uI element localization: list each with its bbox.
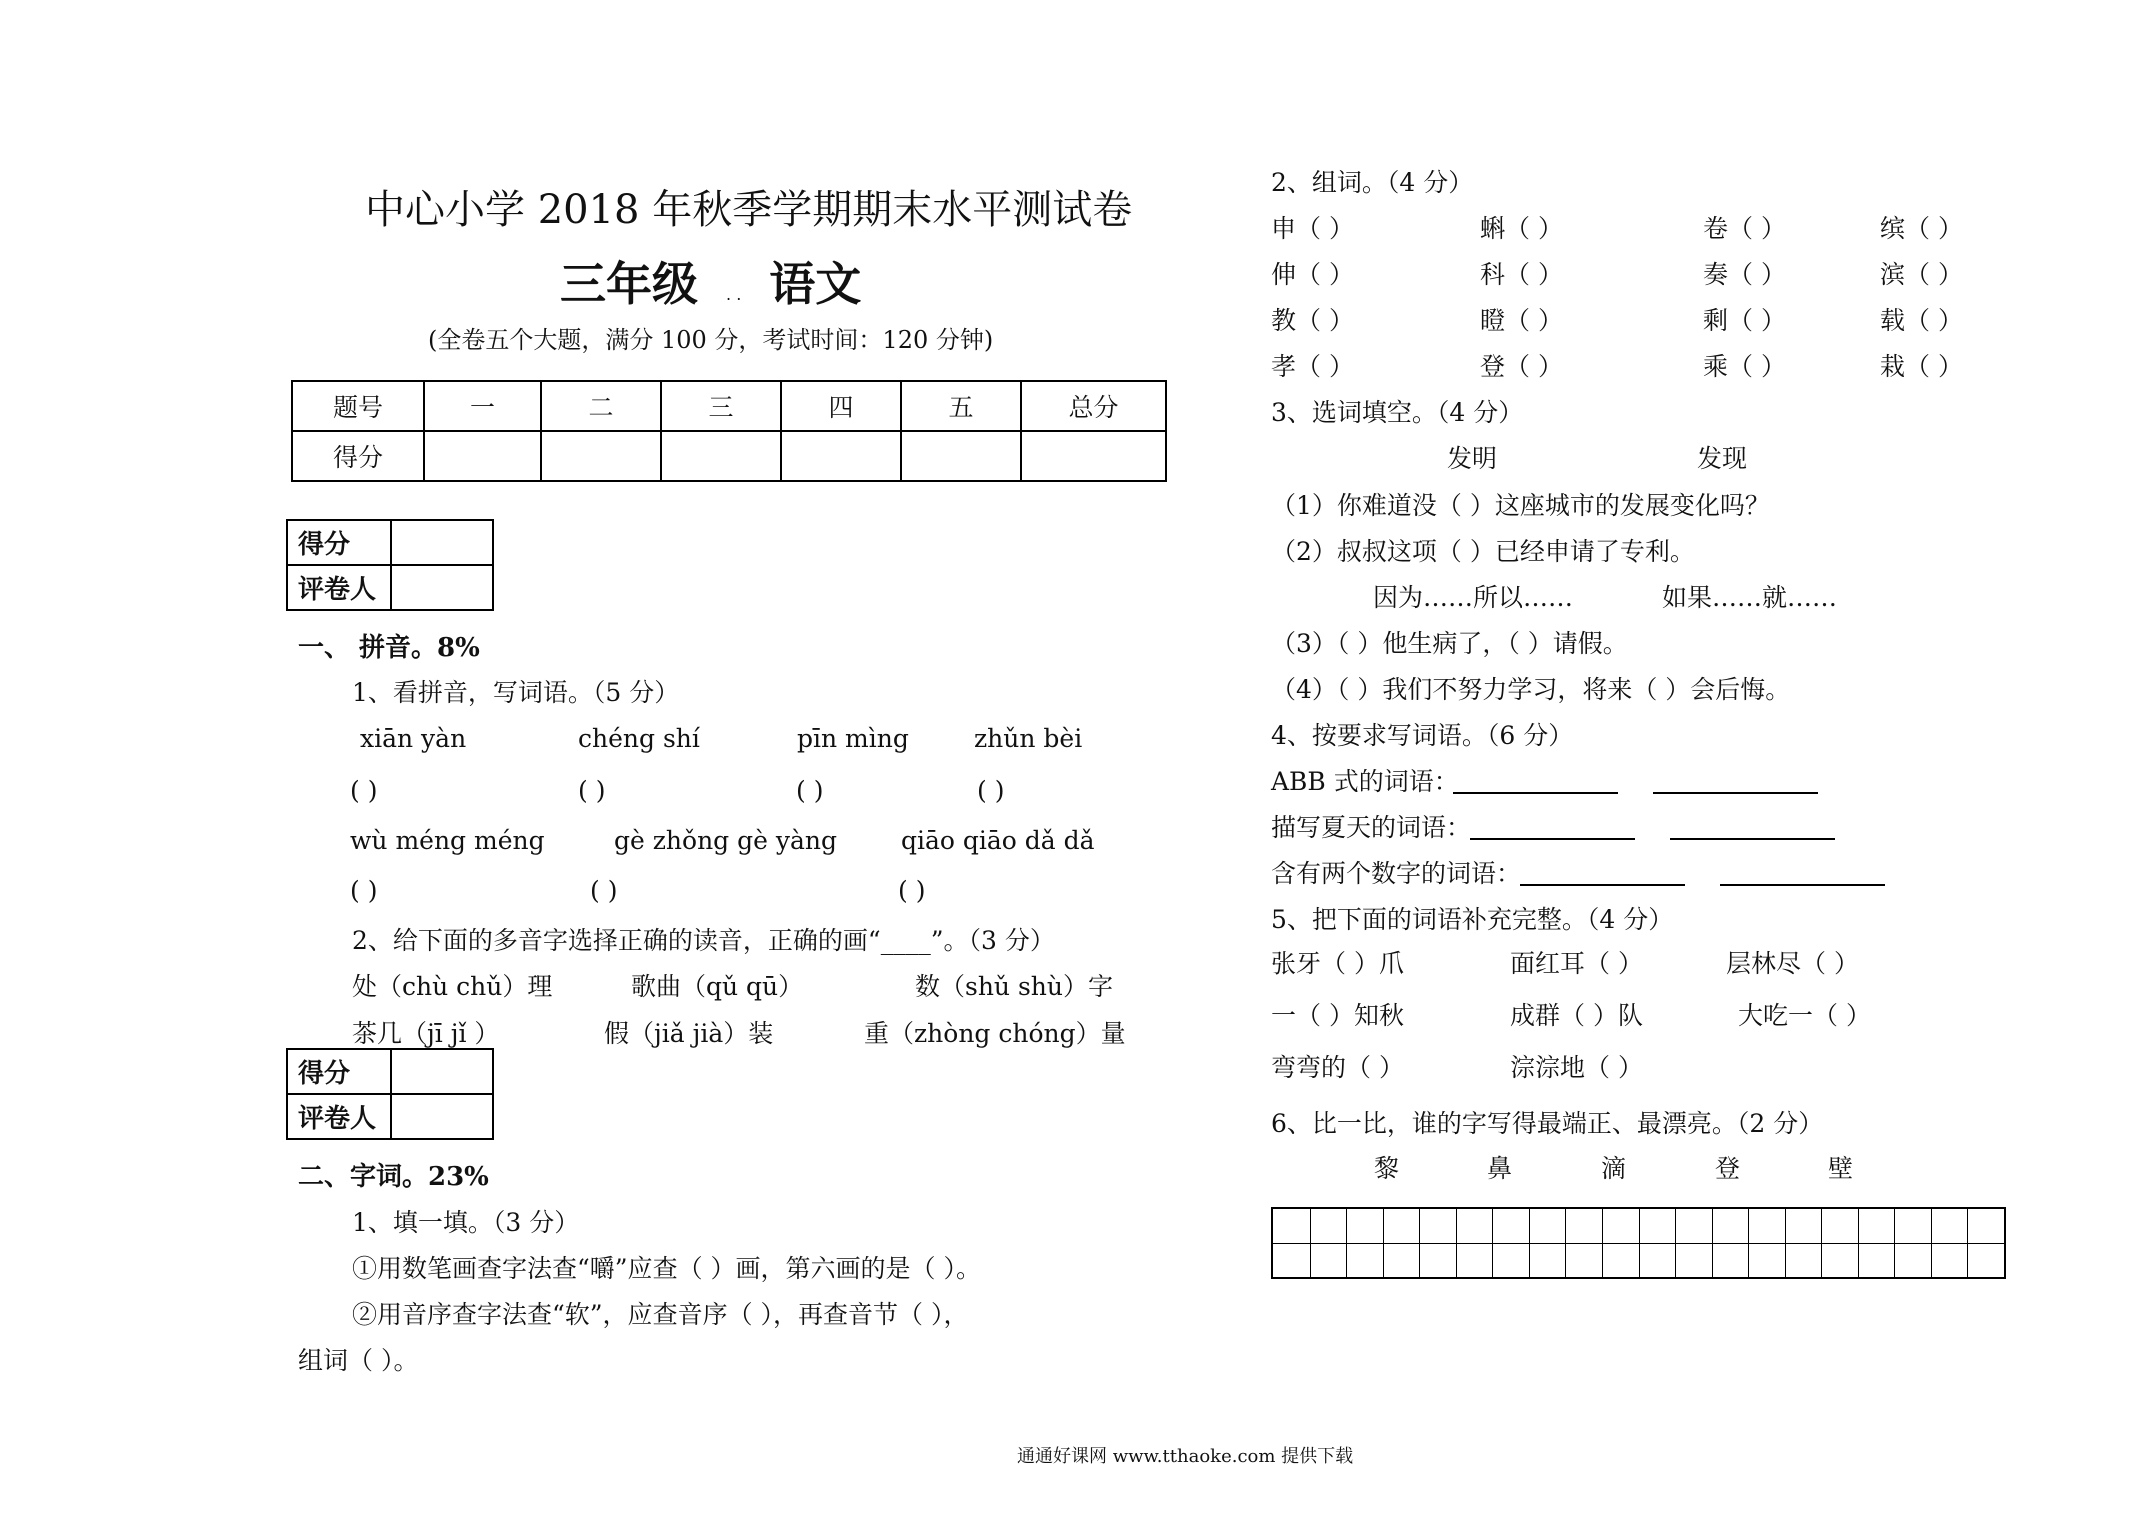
grader-box-2 <box>286 1048 494 1140</box>
grid-vline <box>1748 1209 1749 1277</box>
score-header-cell: 一 <box>424 381 541 431</box>
answer-line[interactable] <box>1520 884 1685 886</box>
pinyin-6: gè zhǒng gè yàng <box>614 826 837 855</box>
score-cell[interactable] <box>781 431 901 481</box>
zuci-item[interactable]: 申（ ） <box>1271 214 1354 243</box>
right-q4: 4、按要求写词语。（6 分） <box>1271 721 1574 750</box>
answer-paren[interactable]: ( ) <box>977 776 1005 805</box>
zuci-item[interactable]: 缤（ ） <box>1880 214 1963 243</box>
answer-line[interactable] <box>1470 838 1635 840</box>
score-cell[interactable] <box>901 431 1021 481</box>
subtitle-dots: . . <box>726 285 742 304</box>
zuci-item[interactable]: 瞪（ ） <box>1480 306 1563 335</box>
zuci-item[interactable]: 栽（ ） <box>1880 352 1963 381</box>
practice-char: 鼻 <box>1487 1154 1513 1183</box>
grader-name-cell[interactable] <box>391 1094 493 1139</box>
answer-paren[interactable]: ( ) <box>796 776 824 805</box>
zuci-item[interactable]: 孝（ ） <box>1271 352 1354 381</box>
answer-line[interactable] <box>1653 792 1818 794</box>
polyphone-1: 处（chù chǔ）理 <box>352 972 553 1001</box>
score-cell[interactable] <box>541 431 661 481</box>
footer-text: 通通好课网 www.tthaoke.com 提供下载 <box>1017 1446 1354 1467</box>
grid-vline <box>1602 1209 1603 1277</box>
grader-box-1 <box>286 519 494 611</box>
choice-word: 发现 <box>1697 444 1748 473</box>
grid-vline <box>1967 1209 1968 1277</box>
section2-line2: ②用音序查字法查“软”，应查音序（ ），再查音节（ ）， <box>352 1300 969 1329</box>
req-label-numbers: 含有两个数字的词语： <box>1271 859 1522 888</box>
grid-vline <box>1346 1209 1347 1277</box>
choice-conj: 因为……所以…… <box>1373 583 1574 612</box>
score-header-cell: 三 <box>661 381 781 431</box>
answer-paren-long[interactable]: ( ) <box>898 876 926 905</box>
polyphone-2: 歌曲（qǔ qū） <box>631 972 804 1001</box>
grader-score-cell[interactable] <box>391 1049 493 1094</box>
grid-vline <box>1894 1209 1895 1277</box>
fill-sentence-1[interactable]: （1）你难道没（ ）这座城市的发展变化吗？ <box>1271 491 1770 520</box>
fill-sentence-2[interactable]: （2）叔叔这项（ ）已经申请了专利。 <box>1271 537 1695 566</box>
idiom-fill[interactable]: 张牙（ ）爪 <box>1271 949 1404 978</box>
zuci-item[interactable]: 登（ ） <box>1480 352 1563 381</box>
exam-instructions: (全卷五个大题，满分 100 分，考试时间：120 分钟) <box>428 326 994 354</box>
pinyin-4: zhǔn bèi <box>974 724 1083 753</box>
zuci-item[interactable]: 伸（ ） <box>1271 260 1354 289</box>
grid-vline <box>1456 1209 1457 1277</box>
practice-char: 壁 <box>1828 1154 1854 1183</box>
section1-q2: 2、给下面的多音字选择正确的读音，正确的画“____”。（3 分） <box>352 926 1055 955</box>
req-label-summer: 描写夏天的词语： <box>1271 813 1472 842</box>
idiom-fill[interactable]: 一（ ）知秋 <box>1271 1001 1404 1030</box>
zuci-item[interactable]: 教（ ） <box>1271 306 1354 335</box>
polyphone-3: 数（shǔ shù）字 <box>915 972 1114 1001</box>
zuci-item[interactable]: 卷（ ） <box>1703 214 1786 243</box>
grid-vline <box>1310 1209 1311 1277</box>
grid-vline <box>1858 1209 1859 1277</box>
zuci-item[interactable]: 乘（ ） <box>1703 352 1786 381</box>
pinyin-5: wù méng méng <box>350 826 545 855</box>
score-table <box>291 380 1167 482</box>
idiom-fill[interactable]: 成群（ ）队 <box>1510 1001 1643 1030</box>
grid-vline <box>1565 1209 1566 1277</box>
section2-line1: ①用数笔画查字法查“嚼”应查（ ）画，第六画的是（ ）。 <box>352 1254 981 1283</box>
grid-vline <box>1419 1209 1420 1277</box>
polyphone-4: 茶几（jī jǐ ） <box>352 1019 500 1048</box>
grader-name-cell[interactable] <box>391 565 493 610</box>
grid-vline <box>1492 1209 1493 1277</box>
section2-line3: 组词（ ）。 <box>298 1346 419 1375</box>
page-title: 中心小学 2018 年秋季学期期末水平测试卷 <box>365 187 1133 233</box>
section2-heading: 二、字词。23% <box>298 1162 489 1192</box>
section1-heading: 一、 拼音。8% <box>298 633 480 663</box>
score-header-cell: 五 <box>901 381 1021 431</box>
idiom-fill[interactable]: 大吃一（ ） <box>1738 1001 1871 1030</box>
grader-score-cell[interactable] <box>391 520 493 565</box>
grid-vline <box>1931 1209 1932 1277</box>
grid-vline <box>1785 1209 1786 1277</box>
answer-paren-long[interactable]: ( ) <box>350 876 378 905</box>
score-cell[interactable] <box>424 431 541 481</box>
pinyin-2: chéng shí <box>578 724 700 753</box>
pinyin-1: xiān yàn <box>360 724 467 753</box>
score-header-cell: 总分 <box>1021 381 1166 431</box>
writing-grid[interactable] <box>1271 1207 2006 1279</box>
right-q6: 6、比一比，谁的字写得最端正、最漂亮。（2 分） <box>1271 1109 1824 1138</box>
page-subtitle <box>560 248 861 314</box>
answer-line[interactable] <box>1453 792 1618 794</box>
practice-char: 登 <box>1715 1154 1741 1183</box>
fill-sentence-4[interactable]: （4）（ ）我们不努力学习，将来（ ）会后悔。 <box>1271 675 1791 704</box>
grader-score-label: 得分 <box>287 520 391 565</box>
polyphone-5: 假（jiǎ jià）装 <box>604 1019 774 1048</box>
grid-vline <box>1675 1209 1676 1277</box>
zuci-item[interactable]: 科（ ） <box>1480 260 1563 289</box>
pinyin-3: pīn mìng <box>797 724 909 753</box>
zuci-item[interactable]: 剩（ ） <box>1703 306 1786 335</box>
answer-line[interactable] <box>1720 884 1885 886</box>
idiom-fill[interactable]: 层林尽（ ） <box>1726 949 1859 978</box>
grid-vline <box>1529 1209 1530 1277</box>
zuci-item[interactable]: 奏（ ） <box>1703 260 1786 289</box>
idiom-fill[interactable]: 弯弯的（ ） <box>1271 1053 1404 1082</box>
score-header-cell: 题号 <box>292 381 424 431</box>
grid-vline <box>1639 1209 1640 1277</box>
req-label-abb: ABB 式的词语： <box>1271 767 1459 796</box>
choice-word: 发明 <box>1447 444 1498 473</box>
grid-vline <box>1712 1209 1713 1277</box>
zuci-item[interactable]: 滨（ ） <box>1880 260 1963 289</box>
score-row-label: 得分 <box>292 431 424 481</box>
grid-vline <box>1821 1209 1822 1277</box>
answer-line[interactable] <box>1670 838 1835 840</box>
answer-paren[interactable]: ( ) <box>578 776 606 805</box>
right-q2: 2、组词。（4 分） <box>1271 168 1474 197</box>
answer-paren-long[interactable]: ( ) <box>590 876 618 905</box>
grid-vline <box>1383 1209 1384 1277</box>
score-cell[interactable] <box>1021 431 1166 481</box>
idiom-fill[interactable]: 面红耳（ ） <box>1510 949 1643 978</box>
right-q3: 3、选词填空。（4 分） <box>1271 398 1524 427</box>
zuci-item[interactable]: 蝌（ ） <box>1480 214 1563 243</box>
practice-char: 滴 <box>1601 1154 1627 1183</box>
answer-paren[interactable]: ( ) <box>350 776 378 805</box>
grader-score-label: 得分 <box>287 1049 391 1094</box>
pinyin-7: qiāo qiāo dǎ dǎ <box>901 826 1095 855</box>
section2-q1: 1、填一填。（3 分） <box>352 1208 580 1237</box>
score-cell[interactable] <box>661 431 781 481</box>
fill-sentence-3[interactable]: （3）（ ）他生病了，（ ）请假。 <box>1271 629 1628 658</box>
subtitle-grade: 三年级 <box>560 257 698 311</box>
right-q5: 5、把下面的词语补充完整。（4 分） <box>1271 905 1674 934</box>
polyphone-6: 重（zhòng chóng）量 <box>864 1019 1126 1048</box>
score-header-cell: 四 <box>781 381 901 431</box>
idiom-fill[interactable]: 淙淙地（ ） <box>1510 1053 1643 1082</box>
subtitle-subject: 语文 <box>769 257 862 311</box>
choice-conj: 如果……就…… <box>1662 583 1838 612</box>
zuci-item[interactable]: 载（ ） <box>1880 306 1963 335</box>
grader-name-label: 评卷人 <box>287 565 391 610</box>
practice-char: 黎 <box>1374 1154 1400 1183</box>
score-header-cell: 二 <box>541 381 661 431</box>
section1-q1: 1、看拼音，写词语。（5 分） <box>352 678 680 707</box>
grader-name-label: 评卷人 <box>287 1094 391 1139</box>
